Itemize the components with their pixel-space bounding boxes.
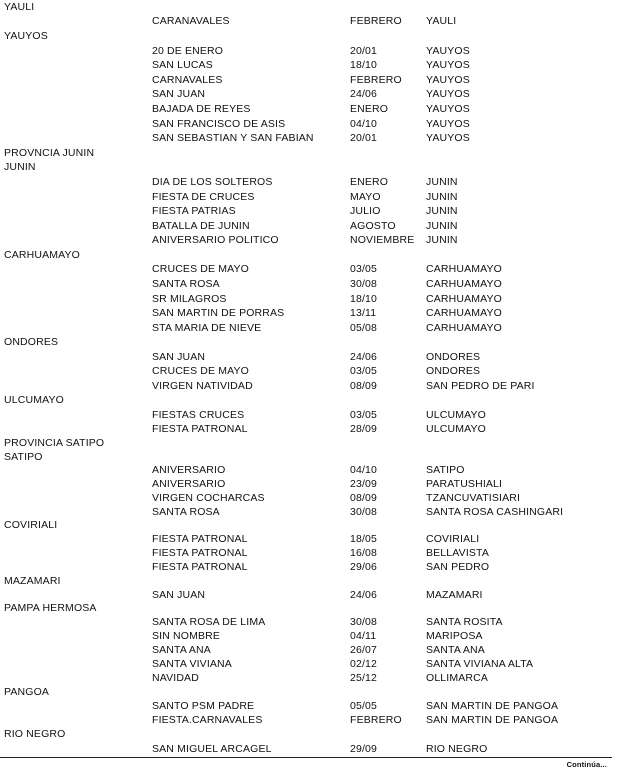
festivity-name: SAN JUAN bbox=[152, 589, 206, 601]
festivity-row bbox=[0, 615, 627, 629]
festivity-row bbox=[0, 321, 627, 335]
festivity-date: 25/12 bbox=[350, 672, 378, 684]
festivity-name: SANTA ROSA bbox=[152, 506, 220, 518]
festivity-date: JULIO bbox=[350, 205, 381, 217]
festivity-date: 30/08 bbox=[350, 616, 378, 628]
festivity-date: 13/11 bbox=[350, 307, 377, 319]
festivity-row bbox=[0, 546, 627, 560]
festivity-place: YAUYOS bbox=[426, 103, 470, 115]
festivity-date: 05/08 bbox=[350, 322, 378, 334]
festivity-place: SAN PEDRO bbox=[426, 561, 490, 573]
festivity-place: SAN MARTIN DE PANGOA bbox=[426, 700, 559, 712]
festivity-place: OLLIMARCA bbox=[426, 672, 489, 684]
festivity-date: FEBRERO bbox=[350, 74, 402, 86]
group-header-row bbox=[0, 146, 627, 160]
festivity-date: 03/05 bbox=[350, 409, 378, 421]
festivity-row bbox=[0, 713, 627, 727]
festivity-name: SANTA ROSA bbox=[152, 278, 220, 290]
festivity-name: CARANAVALES bbox=[152, 15, 230, 27]
group-header-row bbox=[0, 0, 627, 14]
festivity-date: 04/10 bbox=[350, 464, 378, 476]
festivity-name: FIESTA DE CRUCES bbox=[152, 191, 255, 203]
group-header: PANGOA bbox=[4, 686, 50, 698]
festivity-date: ENERO bbox=[350, 103, 389, 115]
festivity-place: ULCUMAYO bbox=[426, 423, 486, 435]
festivity-row bbox=[0, 742, 627, 756]
festivity-row bbox=[0, 629, 627, 643]
festivity-name: FIESTA PATRONAL bbox=[152, 533, 248, 545]
festivity-place: JUNIN bbox=[426, 176, 458, 188]
festivity-name: SAN FRANCISCO DE ASIS bbox=[152, 118, 286, 130]
festivity-row bbox=[0, 175, 627, 189]
festivity-name: STA MARIA DE NIEVE bbox=[152, 322, 262, 334]
festivity-name: DIA DE LOS SOLTEROS bbox=[152, 176, 273, 188]
festivity-name: SANTA ROSA DE LIMA bbox=[152, 616, 266, 628]
festivity-place: JUNIN bbox=[426, 234, 458, 246]
festivity-date: 08/09 bbox=[350, 380, 378, 392]
festivity-place: MARIPOSA bbox=[426, 630, 483, 642]
festivity-row bbox=[0, 588, 627, 602]
festivity-date: 20/01 bbox=[350, 132, 378, 144]
festivity-date: 02/12 bbox=[350, 658, 378, 670]
festivity-place: SATIPO bbox=[426, 464, 465, 476]
festivity-name: FIESTA PATRONAL bbox=[152, 561, 248, 573]
festivity-row bbox=[0, 643, 627, 657]
festivity-row bbox=[0, 292, 627, 306]
festivity-name: FIESTA PATRONAL bbox=[152, 423, 248, 435]
festivity-date: FEBRERO bbox=[350, 714, 402, 726]
group-header: PROVINCIA SATIPO bbox=[4, 437, 105, 449]
festivity-row bbox=[0, 657, 627, 671]
festivity-row bbox=[0, 58, 627, 72]
festivity-row bbox=[0, 491, 627, 505]
group-header-row bbox=[0, 450, 627, 464]
group-header: YAULI bbox=[4, 1, 35, 13]
group-header-row bbox=[0, 160, 627, 174]
festivity-place: BELLAVISTA bbox=[426, 547, 489, 559]
festivity-date: 18/10 bbox=[350, 59, 378, 71]
festivity-row bbox=[0, 379, 627, 393]
festivity-place: JUNIN bbox=[426, 191, 458, 203]
group-header: YAUYOS bbox=[4, 30, 48, 42]
festivity-place: YAUYOS bbox=[426, 59, 470, 71]
festivity-name: SANTA VIVIANA bbox=[152, 658, 232, 670]
group-header: RIO NEGRO bbox=[4, 728, 66, 740]
group-header: PAMPA HERMOSA bbox=[4, 602, 97, 614]
festivity-place: ONDORES bbox=[426, 351, 481, 363]
festivity-name: CARNAVALES bbox=[152, 74, 223, 86]
festivity-date: 04/11 bbox=[350, 630, 377, 642]
festivity-name: SR MILAGROS bbox=[152, 293, 227, 305]
group-header-row bbox=[0, 248, 627, 262]
festivity-date: ENERO bbox=[350, 176, 389, 188]
group-header: SATIPO bbox=[4, 451, 43, 463]
festivity-name: SAN MIGUEL ARCAGEL bbox=[152, 743, 272, 755]
festivity-row bbox=[0, 87, 627, 101]
festivity-row bbox=[0, 408, 627, 422]
group-header: COVIRIALI bbox=[4, 519, 58, 531]
festivity-row bbox=[0, 463, 627, 477]
festivity-row bbox=[0, 532, 627, 546]
festivity-place: PARATUSHIALI bbox=[426, 478, 503, 490]
festivity-name: ANIVERSARIO POLITICO bbox=[152, 234, 279, 246]
festivity-date: 18/10 bbox=[350, 293, 378, 305]
festivity-place: JUNIN bbox=[426, 220, 458, 232]
festivity-place: YAUYOS bbox=[426, 118, 470, 130]
festivity-name: NAVIDAD bbox=[152, 672, 199, 684]
festivity-place: SAN PEDRO DE PARI bbox=[426, 380, 535, 392]
festivity-date: 23/09 bbox=[350, 478, 378, 490]
festivity-row bbox=[0, 306, 627, 320]
festivity-name: SIN NOMBRE bbox=[152, 630, 221, 642]
festivity-date: MAYO bbox=[350, 191, 381, 203]
festivity-place: SANTA ANA bbox=[426, 644, 485, 656]
festivity-date: 26/07 bbox=[350, 644, 378, 656]
group-header: ONDORES bbox=[4, 336, 59, 348]
festivity-row bbox=[0, 671, 627, 685]
festivity-date: 29/09 bbox=[350, 743, 378, 755]
festivity-place: CARHUAMAYO bbox=[426, 263, 502, 275]
festivity-name: CRUCES DE MAYO bbox=[152, 365, 249, 377]
festivity-date: 18/05 bbox=[350, 533, 378, 545]
festivity-place: YAUYOS bbox=[426, 45, 470, 57]
group-header-row bbox=[0, 29, 627, 43]
group-header: ULCUMAYO bbox=[4, 394, 64, 406]
festivity-place: YAUYOS bbox=[426, 74, 470, 86]
festivity-place: RIO NEGRO bbox=[426, 743, 488, 755]
group-header-row bbox=[0, 436, 627, 450]
group-header-row bbox=[0, 601, 627, 615]
festivity-row bbox=[0, 364, 627, 378]
festivity-place: CARHUAMAYO bbox=[426, 322, 502, 334]
festivity-name: CRUCES DE MAYO bbox=[152, 263, 249, 275]
festivity-name: SANTO PSM PADRE bbox=[152, 700, 255, 712]
festivity-date: 29/06 bbox=[350, 561, 378, 573]
festivity-row bbox=[0, 73, 627, 87]
festivity-name: SAN SEBASTIAN Y SAN FABIAN bbox=[152, 132, 314, 144]
festivity-name: FIESTA PATRIAS bbox=[152, 205, 236, 217]
festivity-date: 04/10 bbox=[350, 118, 378, 130]
festivity-row bbox=[0, 505, 627, 519]
festivity-name: BATALLA DE JUNIN bbox=[152, 220, 250, 232]
festivity-name: FIESTAS CRUCES bbox=[152, 409, 245, 421]
festivity-row bbox=[0, 277, 627, 291]
festivity-date: 20/01 bbox=[350, 45, 378, 57]
continued-note: Continúa... bbox=[566, 760, 607, 769]
festivity-name: SANTA ANA bbox=[152, 644, 211, 656]
festivity-date: AGOSTO bbox=[350, 220, 396, 232]
group-header-row bbox=[0, 518, 627, 532]
festivity-row bbox=[0, 350, 627, 364]
group-header-row bbox=[0, 574, 627, 588]
festivity-date: 30/08 bbox=[350, 278, 378, 290]
festivity-date: 24/06 bbox=[350, 351, 378, 363]
festivity-date: 05/05 bbox=[350, 700, 378, 712]
festivity-row bbox=[0, 44, 627, 58]
festivity-row bbox=[0, 117, 627, 131]
festivity-place: SANTA VIVIANA ALTA bbox=[426, 658, 534, 670]
festivity-name: FIESTA.CARNAVALES bbox=[152, 714, 263, 726]
festivity-date: 03/05 bbox=[350, 365, 378, 377]
group-header-row bbox=[0, 393, 627, 407]
festivity-name: ANIVERSARIO bbox=[152, 464, 226, 476]
festivity-row bbox=[0, 560, 627, 574]
festivity-place: YAULI bbox=[426, 15, 457, 27]
festivity-place: ULCUMAYO bbox=[426, 409, 486, 421]
group-header: MAZAMARI bbox=[4, 575, 61, 587]
festivity-name: BAJADA DE REYES bbox=[152, 103, 251, 115]
festivity-row bbox=[0, 204, 627, 218]
festivity-date: NOVIEMBRE bbox=[350, 234, 415, 246]
festivity-row bbox=[0, 190, 627, 204]
festivity-date: 24/06 bbox=[350, 88, 378, 100]
festivity-name: SAN JUAN bbox=[152, 88, 206, 100]
festivity-name: ANIVERSARIO bbox=[152, 478, 226, 490]
festivity-place: CARHUAMAYO bbox=[426, 307, 502, 319]
festivity-place: SANTA ROSA CASHINGARI bbox=[426, 506, 564, 518]
festivity-row bbox=[0, 477, 627, 491]
group-header-row bbox=[0, 335, 627, 349]
festivity-name: FIESTA PATRONAL bbox=[152, 547, 248, 559]
festivity-name: VIRGEN NATIVIDAD bbox=[152, 380, 253, 392]
festivity-name: SAN LUCAS bbox=[152, 59, 213, 71]
festivity-place: YAUYOS bbox=[426, 88, 470, 100]
group-header: PROVNCIA JUNIN bbox=[4, 147, 95, 159]
footer-rule bbox=[0, 757, 612, 758]
festivity-place: CARHUAMAYO bbox=[426, 278, 502, 290]
festivity-date: FEBRERO bbox=[350, 15, 402, 27]
festivity-name: VIRGEN COCHARCAS bbox=[152, 492, 265, 504]
festivity-name: SAN MARTIN DE PORRAS bbox=[152, 307, 285, 319]
festivity-place: TZANCUVATISIARI bbox=[426, 492, 521, 504]
group-header: CARHUAMAYO bbox=[4, 249, 80, 261]
festivity-row bbox=[0, 422, 627, 436]
festivity-place: MAZAMARI bbox=[426, 589, 483, 601]
festivity-row bbox=[0, 14, 627, 28]
festivity-row bbox=[0, 699, 627, 713]
festivity-place: COVIRIALI bbox=[426, 533, 480, 545]
festivity-date: 30/08 bbox=[350, 506, 378, 518]
festivity-row bbox=[0, 131, 627, 145]
festivity-date: 08/09 bbox=[350, 492, 378, 504]
group-header: JUNIN bbox=[4, 161, 36, 173]
festivity-date: 28/09 bbox=[350, 423, 378, 435]
group-header-row bbox=[0, 727, 627, 741]
festivity-date: 24/06 bbox=[350, 589, 378, 601]
festivity-place: SANTA ROSITA bbox=[426, 616, 503, 628]
festivity-place: ONDORES bbox=[426, 365, 481, 377]
festivity-row bbox=[0, 262, 627, 276]
festivity-name: 20 DE ENERO bbox=[152, 45, 224, 57]
festivity-date: 16/08 bbox=[350, 547, 378, 559]
group-header-row bbox=[0, 685, 627, 699]
festivity-place: JUNIN bbox=[426, 205, 458, 217]
festivity-place: YAUYOS bbox=[426, 132, 470, 144]
festivity-row bbox=[0, 233, 627, 247]
festivity-place: CARHUAMAYO bbox=[426, 293, 502, 305]
festivity-date: 03/05 bbox=[350, 263, 378, 275]
festivity-place: SAN MARTIN DE PANGOA bbox=[426, 714, 559, 726]
festivity-name: SAN JUAN bbox=[152, 351, 206, 363]
festivity-row bbox=[0, 102, 627, 116]
festivity-row bbox=[0, 219, 627, 233]
